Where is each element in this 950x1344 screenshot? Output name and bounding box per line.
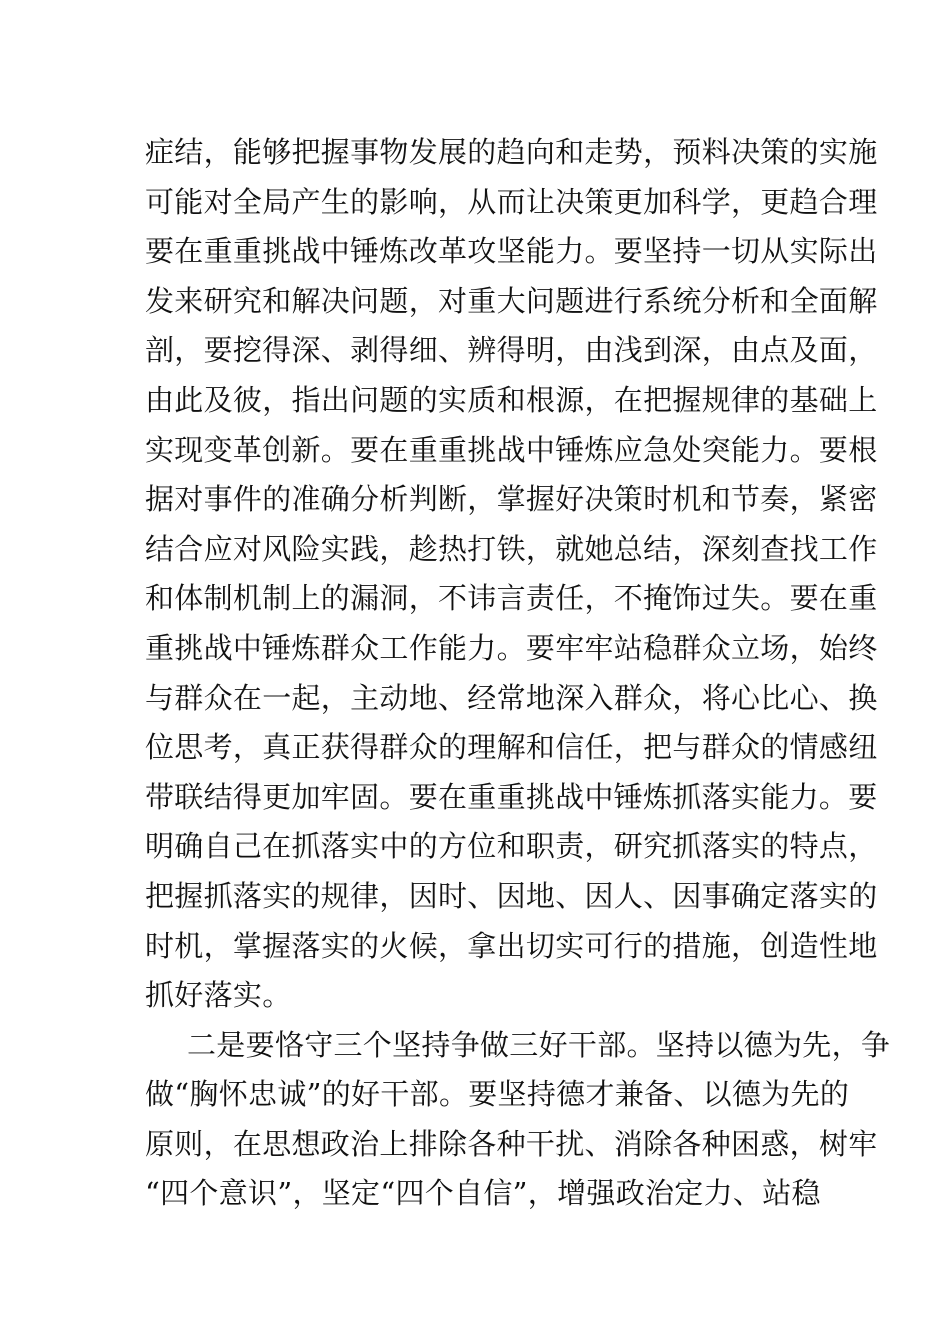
document-body — [145, 128, 891, 1219]
text-line: 时机，掌握落实的火候，拿出切实可行的措施，创造性地 — [145, 928, 878, 963]
text-line: 据对事件的准确分析判断，掌握好决策时机和节奏，紧密 — [145, 482, 878, 517]
text-line: 重挑战中锤炼群众工作能力。要牢牢站稳群众立场，始终 — [145, 630, 878, 665]
text-line: 带联结得更加牢固。要在重重挑战中锤炼抓落实能力。要 — [145, 779, 878, 814]
text-line: 和体制机制上的漏洞，不讳言责任，不掩饰过失。要在重 — [145, 581, 878, 616]
paragraph-start-line: 二是要恪守三个坚持争做三好干部。坚持以德为先，争 — [187, 1027, 891, 1062]
text-line: 结合应对风险实践，趁热打铁，就她总结，深刻查找工作 — [145, 531, 878, 566]
text-line: 由此及彼，指出问题的实质和根源，在把握规律的基础上 — [145, 382, 878, 417]
text-line: 原则，在思想政治上排除各种干扰、消除各种困惑，树牢 — [145, 1126, 878, 1161]
text-line: 可能对全局产生的影响，从而让决策更加科学，更趋合理 — [145, 184, 878, 219]
text-line: 实现变革创新。要在重重挑战中锤炼应急处突能力。要根 — [145, 432, 878, 467]
text-line: 做“胸怀忠诚”的好干部。要坚持德才兼备、以德为先的 — [145, 1077, 850, 1112]
text-line: 位思考，真正获得群众的理解和信任，把与群众的情感纽 — [145, 730, 878, 765]
text-line: “四个意识”，坚定“四个自信”，增强政治定力、站稳 — [145, 1176, 821, 1211]
text-line: 抓好落实。 — [145, 978, 292, 1013]
text-line: 剖，要挖得深、剥得细、辨得明，由浅到深，由点及面， — [145, 333, 878, 368]
text-line: 发来研究和解决问题，对重大问题进行系统分析和全面解 — [145, 283, 878, 318]
text-line: 与群众在一起，主动地、经常地深入群众，将心比心、换 — [145, 680, 878, 715]
text-line: 把握抓落实的规律，因时、因地、因人、因事确定落实的 — [145, 878, 878, 913]
text-line: 症结，能够把握事物发展的趋向和走势，预料决策的实施 — [145, 135, 878, 169]
text-line: 明确自己在抓落实中的方位和职责，研究抓落实的特点， — [145, 829, 878, 864]
text-line: 要在重重挑战中锤炼改革攻坚能力。要坚持一切从实际出 — [145, 234, 878, 269]
